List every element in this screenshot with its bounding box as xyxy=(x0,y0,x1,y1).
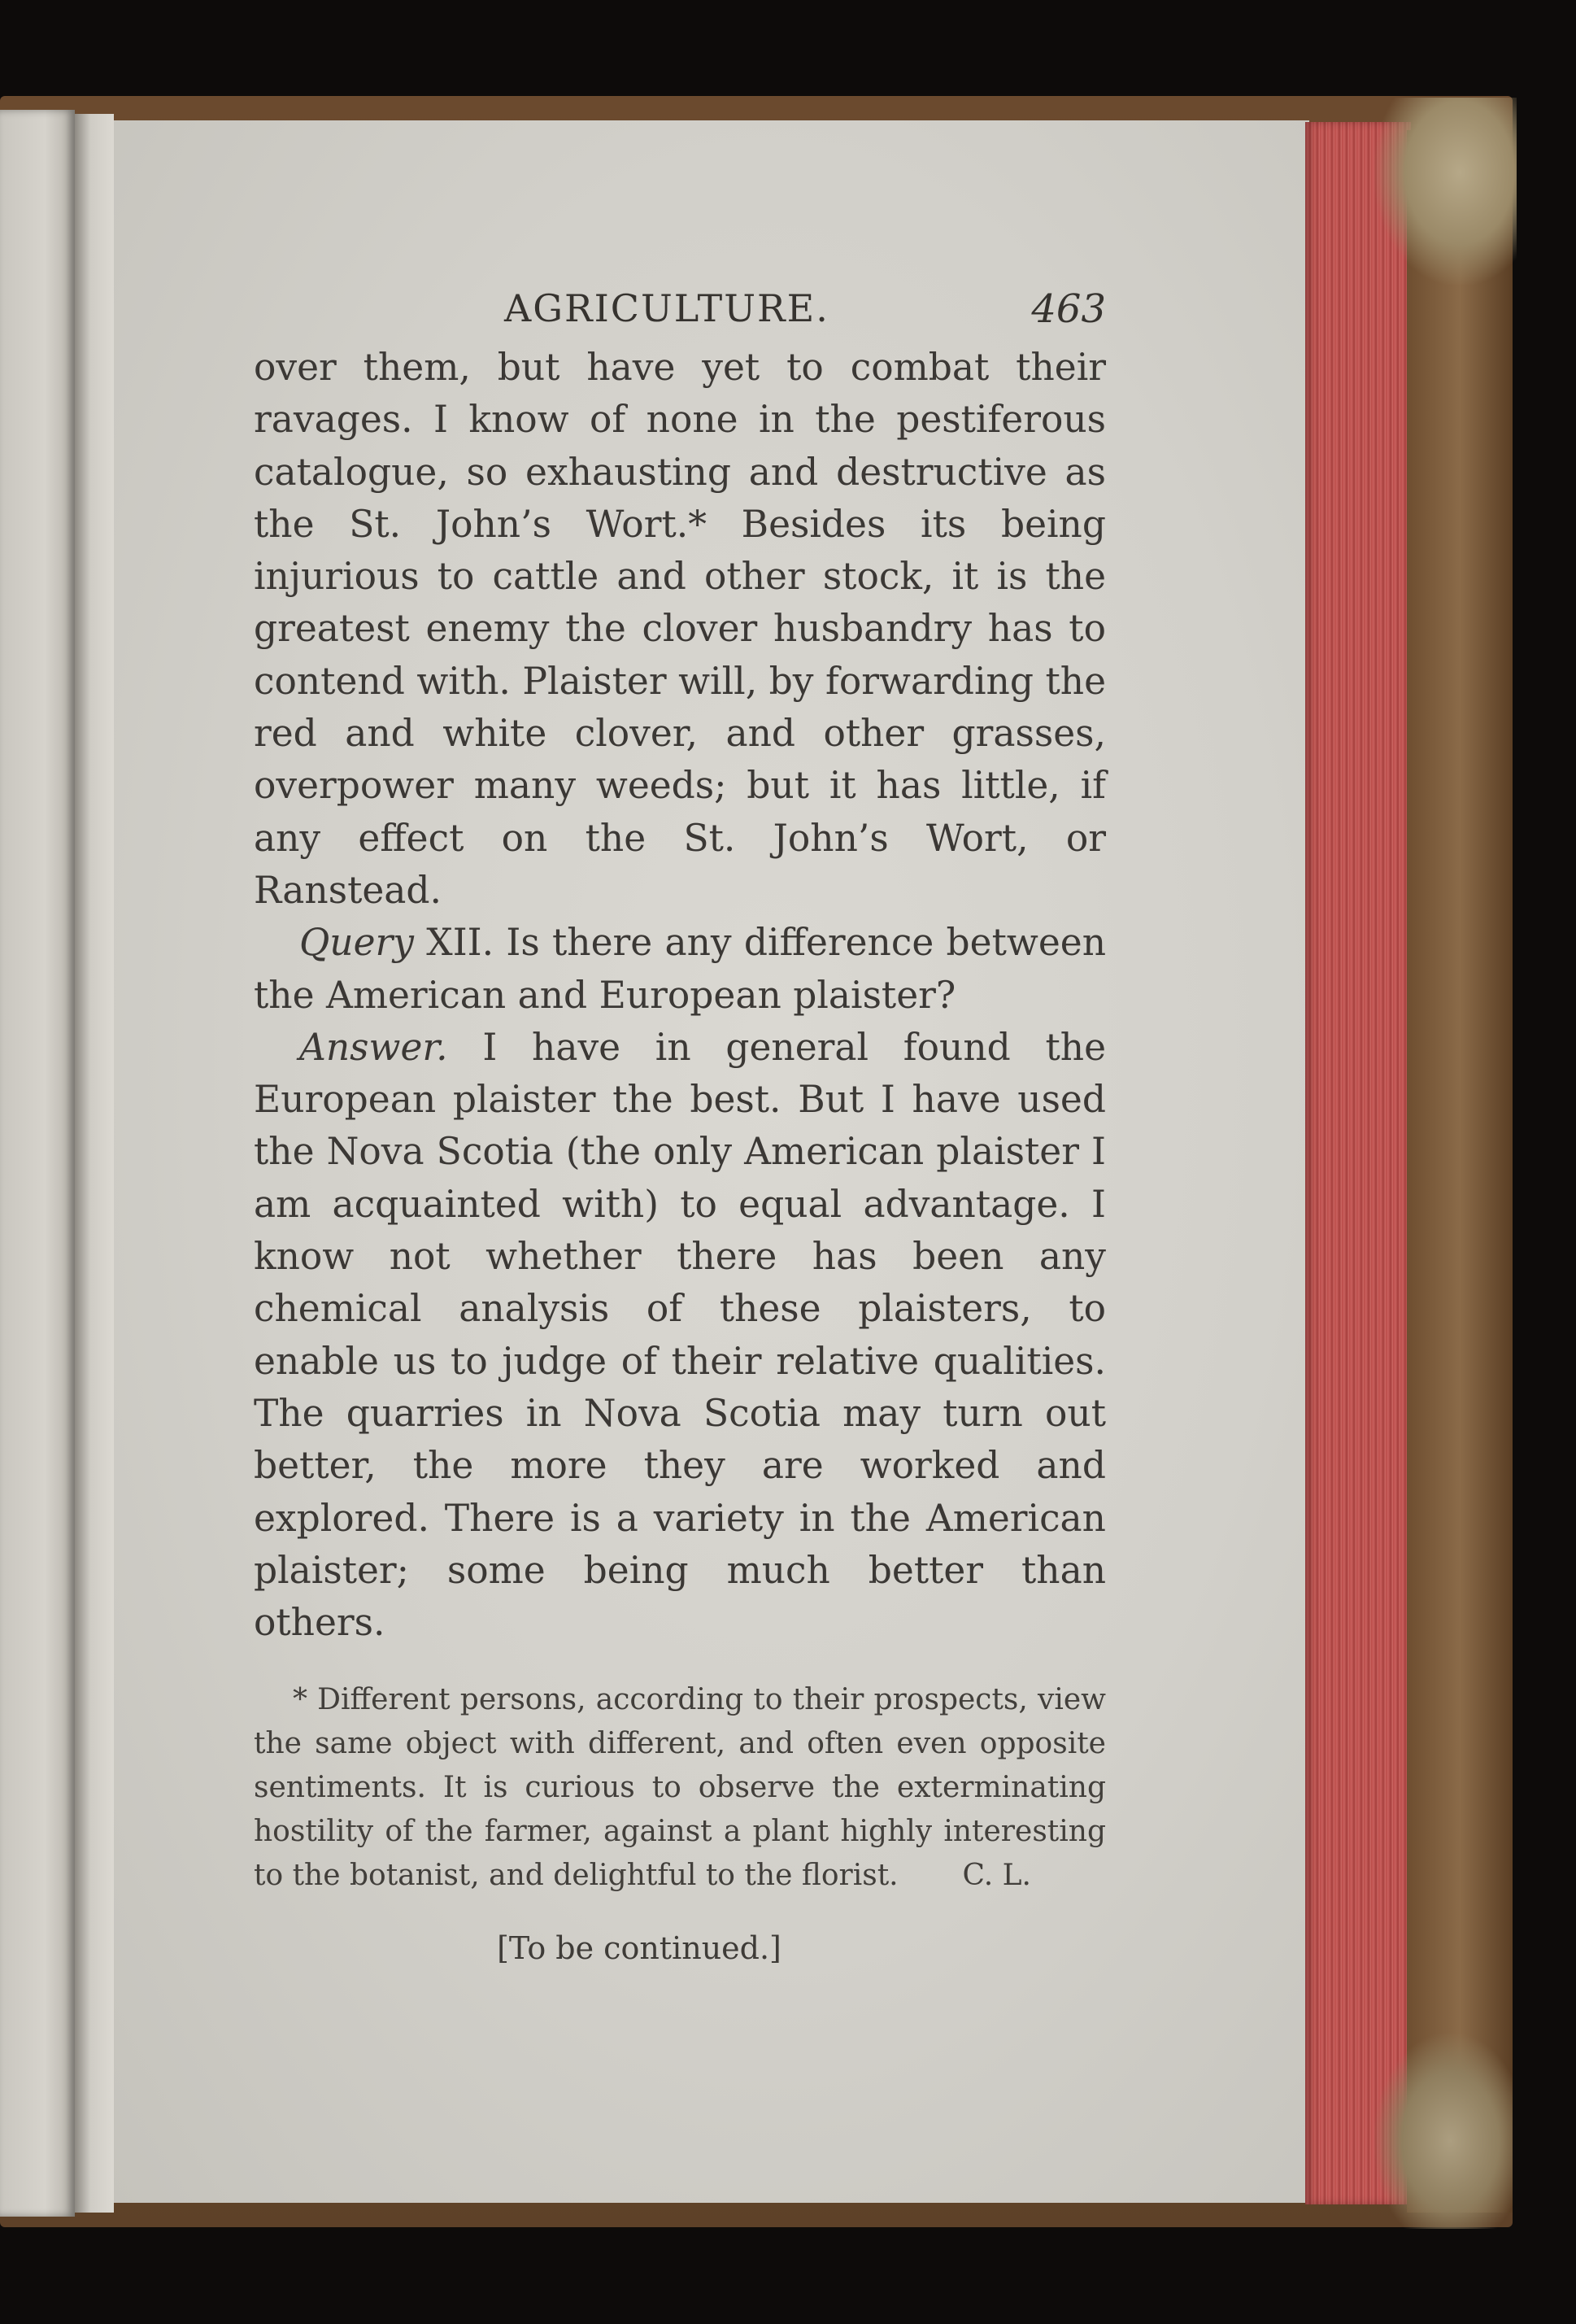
footnote-body: * Different persons, according to their prospects, view the same object with different, and often even opposite sentiments. It is curious to observe the exterminating hostility of the farmer, against a plant highly interesting to the botanist, and delightful to the florist. xyxy=(254,1683,1106,1893)
footnote-text xyxy=(254,1678,1106,1898)
left-page-edge xyxy=(0,110,75,2217)
query-label: Query xyxy=(299,921,414,965)
answer-text: I have in general found the European plaister the best. But I have used the Nova Scotia (the only American plaister I am acquainted with) to equal advantage. I know not whether there has been any chemical analysis of these plaisters, to enable us to judge of their relative qualities. The quarries in Nova Scotia may turn out better, the more they are worked and explored. There is a variety in the American plaister; some being much better than others. xyxy=(254,1025,1106,1645)
paragraph-1: over them, but have yet to combat their ravages. I know of none in the pestiferous catalogue, so exhausting and destructive as the St. John’s Wort.* Besides its being injurious to cattle and other stock, it is the greatest enemy the clover husbandry has to contend with. Plaister will, by forwarding the red and white clover, and other grasses, overpower many weeds; but it has little, if any effect on the St. John’s Wort, or Ranstead. xyxy=(254,346,1106,912)
cover-edge xyxy=(1407,130,1513,2213)
red-page-edges xyxy=(1305,122,1411,2204)
running-head-title: AGRICULTURE. xyxy=(504,286,829,330)
footnote-signature: C. L. xyxy=(962,1859,1031,1893)
query-text: XII. Is there any difference between the American and European plaister? xyxy=(254,921,1106,1017)
to-be-continued: [To be continued.] xyxy=(497,1930,781,1967)
page-number: 463 xyxy=(1031,286,1106,332)
book-gutter xyxy=(75,114,114,2213)
footnote xyxy=(254,1678,1106,1898)
running-head xyxy=(254,283,1106,342)
answer-label: Answer. xyxy=(299,1025,448,1069)
worn-corner-top xyxy=(1374,98,1517,285)
page-text-block xyxy=(254,283,1106,1966)
query-paragraph xyxy=(254,917,1106,1022)
worn-corner-bottom xyxy=(1374,2034,1513,2229)
answer-paragraph xyxy=(254,1022,1106,1650)
body-text xyxy=(254,342,1106,1649)
